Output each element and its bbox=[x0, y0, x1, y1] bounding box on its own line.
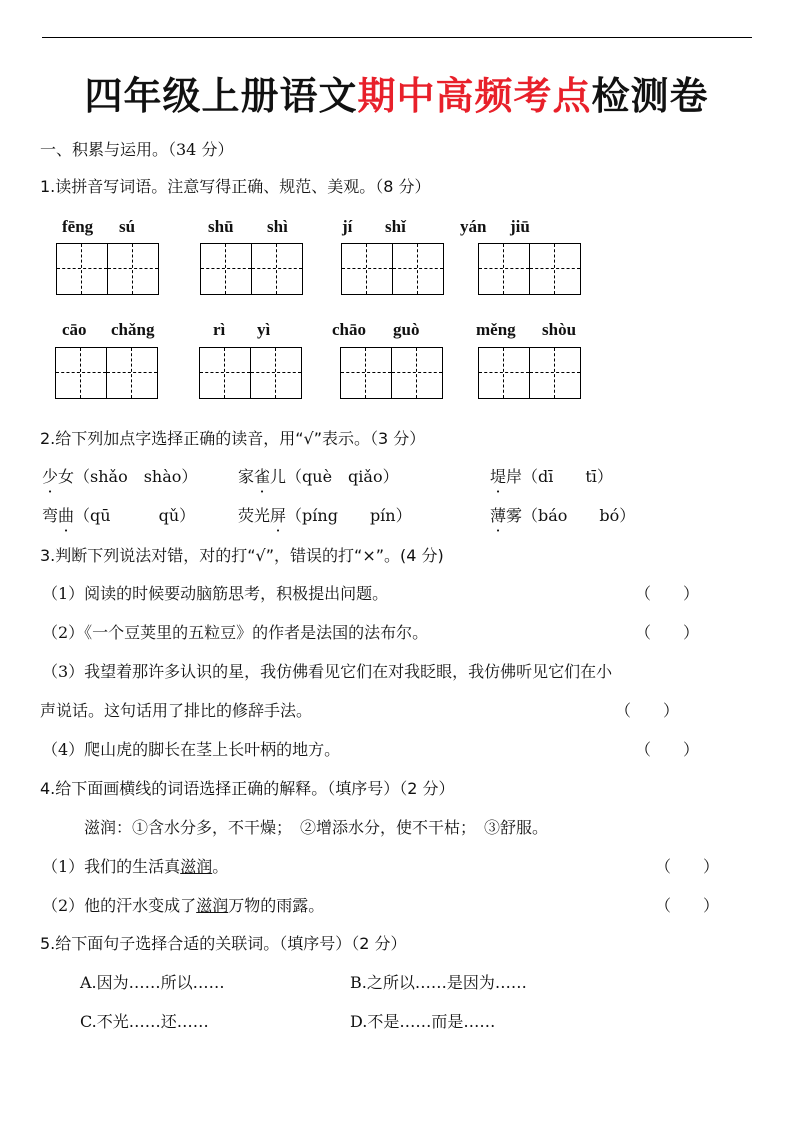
pinyin-6a: rì bbox=[213, 320, 226, 339]
judge-statement-3-line-2: 声说话。这句话用了排比的修辞手法。 bbox=[40, 701, 313, 720]
pinyin-2b: shì bbox=[267, 217, 288, 236]
writing-grid[interactable] bbox=[200, 243, 303, 295]
pinyin-8a: měng bbox=[476, 320, 516, 339]
pinyin-6b: yì bbox=[257, 320, 271, 339]
option-b: B.之所以……是因为…… bbox=[350, 973, 527, 992]
dotted-char: 雀 bbox=[254, 467, 271, 486]
dotted-char: 少 bbox=[42, 467, 59, 486]
option-a: A.因为……所以…… bbox=[80, 973, 225, 992]
question-2-prompt: 2.给下列加点字选择正确的读音，用“√”表示。（3 分） bbox=[40, 429, 426, 448]
writing-grid[interactable] bbox=[199, 347, 302, 399]
answer-paren[interactable]: （ ） bbox=[615, 701, 680, 720]
answer-paren[interactable]: （ ） bbox=[655, 896, 720, 915]
judge-statement-2: （2）《一个豆荚里的五粒豆》的作者是法国的法布尔。 bbox=[42, 623, 429, 642]
q4-sentence-1: （1）我们的生活真滋润。 bbox=[42, 857, 229, 876]
underlined-word: 滋润 bbox=[196, 896, 229, 915]
pinyin-2a: shū bbox=[208, 217, 234, 236]
judge-statement-3-line-1: （3）我望着那许多认识的星，我仿佛看见它们在对我眨眼，我仿佛听见它们在小 bbox=[42, 662, 613, 681]
pinyin-4a: yán bbox=[460, 217, 487, 236]
reading-choice-item[interactable]: 荧光屏（píng pín） bbox=[238, 506, 412, 525]
option-d: D.不是……而是…… bbox=[350, 1012, 496, 1031]
top-rule bbox=[42, 37, 752, 38]
reading-choice-item[interactable]: 少女（shǎo shào） bbox=[42, 467, 198, 486]
pinyin-1a: fēng bbox=[62, 217, 94, 236]
writing-grid[interactable] bbox=[340, 347, 443, 399]
pinyin-1b: sú bbox=[119, 217, 136, 236]
question-4-prompt: 4.给下面画横线的词语选择正确的解释。（填序号）（2 分） bbox=[40, 779, 455, 798]
question-1-prompt: 1.读拼音写词语。注意写得正确、规范、美观。（8 分） bbox=[40, 177, 431, 196]
writing-grid[interactable] bbox=[55, 347, 158, 399]
page-title bbox=[0, 72, 793, 120]
judge-statement-1: （1）阅读的时候要动脑筋思考，积极提出问题。 bbox=[42, 584, 389, 603]
title-part-2-highlight: 期中高频考点 bbox=[357, 74, 592, 118]
question-5-prompt: 5.给下面句子选择合适的关联词。（填序号）（2 分） bbox=[40, 934, 407, 953]
reading-choice-item[interactable]: 弯曲（qū qǔ） bbox=[42, 506, 196, 525]
answer-paren[interactable]: （ ） bbox=[635, 623, 700, 642]
word-definition: 滋润：①含水分多，不干燥； ②增添水分，使不干枯； ③舒服。 bbox=[84, 818, 549, 837]
underlined-word: 滋润 bbox=[180, 857, 213, 876]
dotted-char: 堤 bbox=[490, 467, 507, 486]
pinyin-3a: jí bbox=[342, 217, 353, 236]
answer-paren[interactable]: （ ） bbox=[635, 584, 700, 603]
option-c: C.不光……还…… bbox=[80, 1012, 209, 1031]
dotted-char: 曲 bbox=[58, 506, 75, 525]
q4-sentence-2: （2）他的汗水变成了滋润万物的雨露。 bbox=[42, 896, 325, 915]
reading-choice-item[interactable]: 家雀儿（què qiǎo） bbox=[238, 467, 399, 486]
pinyin-8b: shòu bbox=[542, 320, 577, 339]
dotted-char: 屏 bbox=[270, 506, 287, 525]
pinyin-4b: jiū bbox=[510, 217, 530, 236]
question-3-prompt: 3.判断下列说法对错，对的打“√”，错误的打“×”。(4 分) bbox=[40, 546, 444, 565]
section-1-heading: 一、积累与运用。（34 分） bbox=[40, 140, 234, 159]
writing-grid[interactable] bbox=[341, 243, 444, 295]
writing-grid[interactable] bbox=[56, 243, 159, 295]
pinyin-5a: cāo bbox=[62, 320, 87, 339]
reading-choice-item[interactable]: 薄雾（báo bó） bbox=[490, 506, 636, 525]
pinyin-3b: shǐ bbox=[385, 217, 406, 236]
answer-paren[interactable]: （ ） bbox=[655, 857, 720, 876]
reading-choice-item[interactable]: 堤岸（dī tī） bbox=[490, 467, 613, 486]
title-part-3: 检测卷 bbox=[591, 74, 709, 118]
answer-paren[interactable]: （ ） bbox=[635, 740, 700, 759]
pinyin-7a: chāo bbox=[332, 320, 366, 339]
judge-statement-4: （4）爬山虎的脚长在茎上长叶柄的地方。 bbox=[42, 740, 341, 759]
dotted-char: 薄 bbox=[490, 506, 507, 525]
pinyin-5b: chǎng bbox=[111, 320, 155, 339]
writing-grid[interactable] bbox=[478, 243, 581, 295]
title-part-1: 四年级上册语文 bbox=[84, 74, 358, 118]
writing-grid[interactable] bbox=[478, 347, 581, 399]
pinyin-7b: guò bbox=[393, 320, 420, 339]
